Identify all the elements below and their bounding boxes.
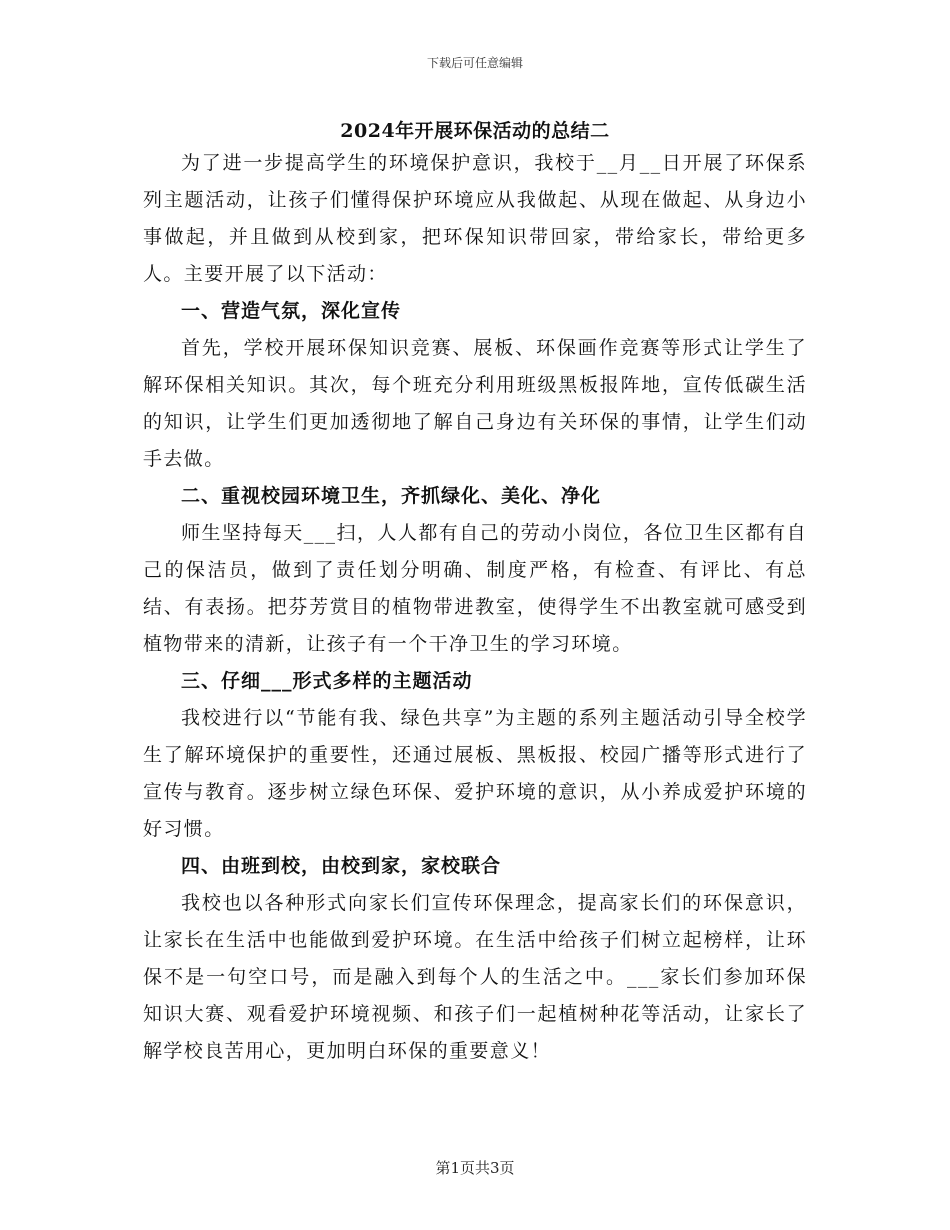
- section-heading-3: 三、仔细___形式多样的主题活动: [181, 670, 473, 692]
- document-body: [143, 145, 807, 1070]
- section-heading-2: 二、重视校园环境卫生，齐抓绿化、美化、净化: [181, 485, 602, 507]
- section-body-3: 我校进行以“节能有我、绿色共享”为主题的系列主题活动引导全校学生了解环境保护的重要性，还通过展板、黑板报、校园广播等形式进行了宣传与教育。逐步树立绿色环保、爱护环境的意识，从小养成爱护环境的好习惯。: [143, 707, 807, 840]
- section-heading-1: 一、营造气氛，深化宣传: [181, 300, 402, 322]
- page-number-footer: 第1页共3页: [435, 1159, 515, 1177]
- section-body-4: 我校也以各种形式向家长们宣传环保理念，提高家长们的环保意识，让家长在生活中也能做到爱护环境。在生活中给孩子们树立起榜样，让环保不是一句空口号，而是融入到每个人的生活之中。___家长们参加环保知识大赛、观看爱护环境视频、和孩子们一起植树种花等活动，让家长了解学校良苦用心，更加明白环保的重要意义！: [143, 892, 807, 1062]
- section-body-2: 师生坚持每天___扫，人人都有自己的劳动小岗位，各位卫生区都有自己的保洁员，做到了责任划分明确、制度严格，有检查、有评比、有总结、有表扬。把芬芳赏目的植物带进教室，使得学生不出教室就可感受到植物带来的清新，让孩子有一个干净卫生的学习环境。: [143, 522, 807, 655]
- document-title: 2024年开展环保活动的总结二: [340, 120, 610, 142]
- page-header-note: 下载后可任意编辑: [426, 56, 523, 70]
- section-heading-4: 四、由班到校，由校到家，家校联合: [181, 855, 502, 877]
- intro-paragraph: 为了进一步提高学生的环境保护意识，我校于__月__日开展了环保系列主题活动，让孩子们懂得保护环境应从我做起、从现在做起、从身边小事做起，并且做到从校到家，把环保知识带回家，带给家长，带给更多人。主要开展了以下活动：: [143, 152, 807, 285]
- section-body-1: 首先，学校开展环保知识竞赛、展板、环保画作竞赛等形式让学生了解环保相关知识。其次，每个班充分利用班级黑板报阵地，宣传低碳生活的知识，让学生们更加透彻地了解自己身边有关环保的事情，让学生们动手去做。: [143, 337, 807, 470]
